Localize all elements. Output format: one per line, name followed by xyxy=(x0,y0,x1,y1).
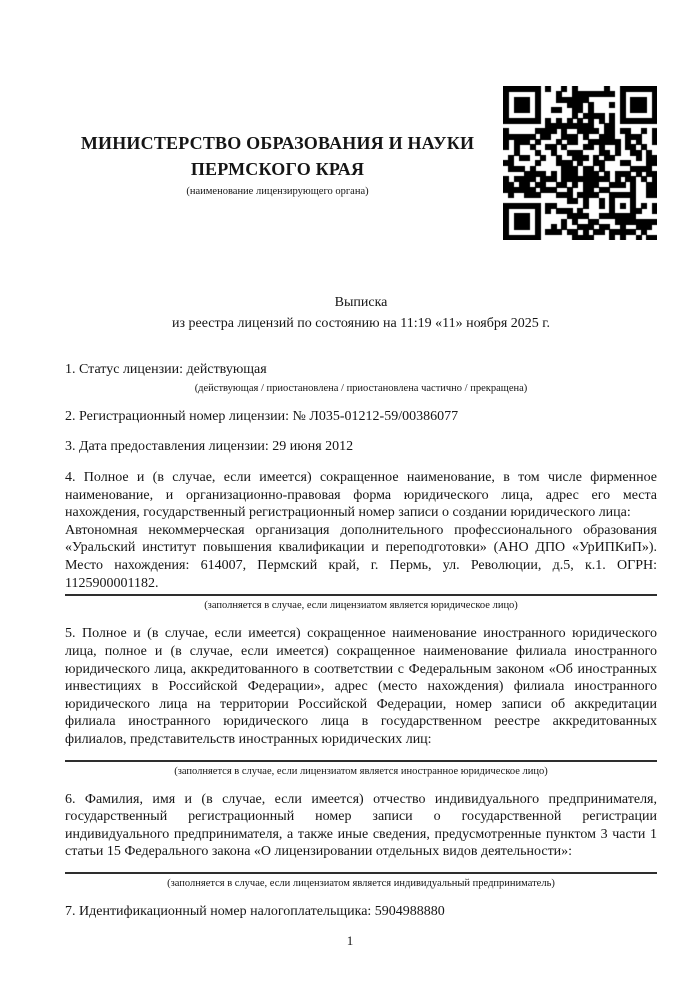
document-title xyxy=(65,292,657,334)
ministry-name-line2: ПЕРМСКОГО КРАЯ xyxy=(190,159,365,179)
item-text: 3. Дата предоставления лицензии: 29 июня 2012 xyxy=(65,439,354,455)
title-line2: из реестра лицензий по состоянию на 11:19 «11» ноября 2025 г. xyxy=(172,316,550,331)
item-individual-entrepreneur xyxy=(65,791,657,891)
item-legal-entity xyxy=(65,469,657,612)
item-registration-number xyxy=(65,408,657,426)
licensing-authority-caption: (наименование лицензирующего органа) xyxy=(186,186,369,197)
fill-in-rule xyxy=(65,594,657,596)
item-text: 2. Регистрационный номер лицензии: № Л035-01212-59/00386077 xyxy=(65,408,459,424)
item-license-date xyxy=(65,438,657,456)
item-text: 4. Полное и (в случае, если имеется) сокращенное наименование, в том числе фирменное наименование, и организационно-правовая форма юридического лица, адрес его места нахождения, государственный регистрационный номер записи о создании юридического лица: xyxy=(65,469,657,521)
issuing-authority-header xyxy=(65,130,490,198)
document-content xyxy=(0,130,700,921)
fill-in-rule xyxy=(65,872,657,874)
item-text: 1. Статус лицензии: действующая xyxy=(65,362,267,377)
item-caption: (действующая / приостановлена / приостановлена частично / прекращена) xyxy=(194,382,528,394)
item-text: 7. Идентификационный номер налогоплательщика: 5904988880 xyxy=(65,904,445,920)
item-taxpayer-number xyxy=(65,903,657,921)
item-caption: (заполняется в случае, если лицензиатом является иностранное юридическое лицо) xyxy=(174,765,548,777)
qr-code-icon xyxy=(503,86,657,240)
ministry-name-line1: МИНИСТЕРСТВО ОБРАЗОВАНИЯ И НАУКИ xyxy=(80,133,475,153)
item-text: 5. Полное и (в случае, если имеется) сокращенное наименование иностранного юридического лица, полное и (в случае, если имеется) сокращенное наименование филиала иностранного юридического лица, аккредитованного в соответствии с Федеральным законом «Об иностранных инвестициях в Российской Федерации», адрес (место нахождения) филиала иностранного юридического лица на территории Российской Федерации, номер записи об аккредитации филиала иностранного юридического лица в государственном реестре аккредитованных филиалов, представительств иностранных юридических лиц: xyxy=(65,626,657,747)
item-caption: (заполняется в случае, если лицензиатом является юридическое лицо) xyxy=(204,600,518,612)
item-value: Автономная некоммерческая организация дополнительного профессионального образования «Уральский институт повышения квалификации и переподготовки» (АНО ДПО «УрИПКиП»). Место нахождения: 614007, Пермский край, г. Пермь, ул. Революции, д.5, к.1. ОГРН: 1125900001182. xyxy=(65,522,657,591)
item-text: 6. Фамилия, имя и (в случае, если имеется) отчество индивидуального предпринимателя, государственный регистрационный номер записи о государственной регистрации индивидуального предпринимателя, а также иные сведения, предусмотренные пунктом 3 части 1 статьи 15 Федерального закона «О лицензировании отдельных видов деятельности»: xyxy=(65,791,657,860)
title-line1: Выписка xyxy=(334,295,388,310)
item-license-status xyxy=(65,361,657,395)
item-foreign-entity xyxy=(65,625,657,777)
item-caption: (заполняется в случае, если лицензиатом является индивидуальный предприниматель) xyxy=(167,878,555,890)
fill-in-rule xyxy=(65,760,657,762)
page-number: 1 xyxy=(346,933,354,948)
